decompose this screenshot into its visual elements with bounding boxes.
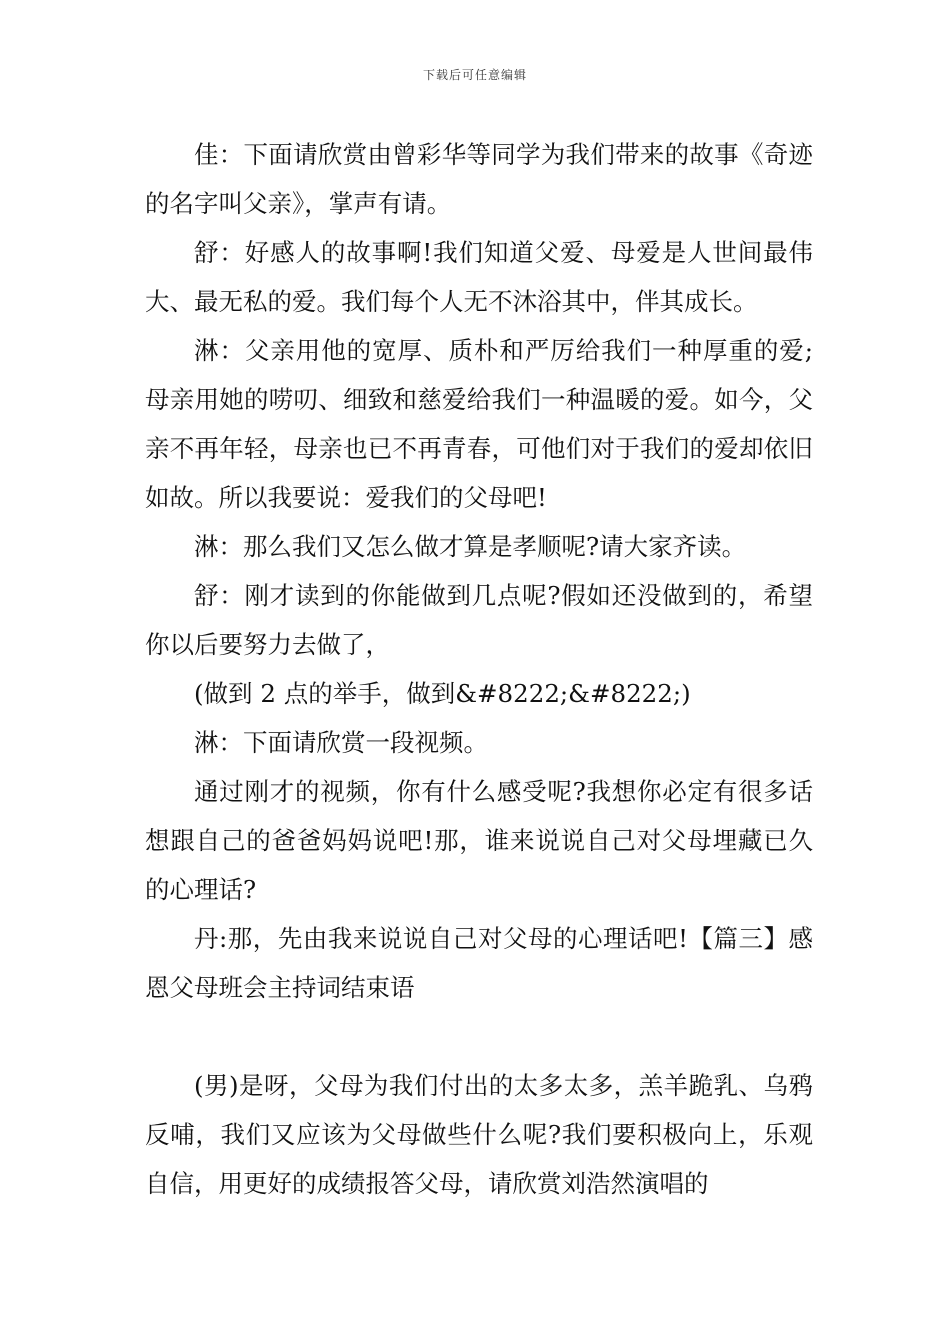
paragraph-8: 通过刚才的视频，你有什么感受呢?我想你必定有很多话想跟自己的爸爸妈妈说吧!那，谁来说说自己对父母埋藏已久的心理话? bbox=[145, 777, 813, 904]
page-header: 下载后可任意编辑 bbox=[422, 68, 527, 82]
paragraph-10: (男)是呀，父母为我们付出的太多太多，羔羊跪乳、乌鸦反哺，我们又应该为父母做些什么呢?我们要积极向上，乐观自信，用更好的成绩报答父母，请欣赏刘浩然演唱的 bbox=[145, 1071, 813, 1198]
paragraph-9: 丹:那，先由我来说说自己对父母的心理话吧!【篇三】感恩父母班会主持词结束语 bbox=[145, 924, 813, 1002]
paragraph-6: (做到 2 点的举手，做到&#8222;&#8222;) bbox=[194, 679, 691, 708]
document-body bbox=[145, 130, 813, 1208]
paragraph-4: 淋：那么我们又怎么做才算是孝顺呢?请大家齐读。 bbox=[194, 532, 747, 561]
paragraph-2: 舒：好感人的故事啊!我们知道父爱、母爱是人世间最伟大、最无私的爱。我们每个人无不沐浴其中，伴其成长。 bbox=[145, 238, 813, 316]
paragraph-3: 淋：父亲用他的宽厚、质朴和严厉给我们一种厚重的爱;母亲用她的唠叨、细致和慈爱给我们一种温暖的爱。如今，父亲不再年轻，母亲也已不再青春，可他们对于我们的爱却依旧如故。所以我要说：爱我们的父母吧! bbox=[145, 336, 813, 512]
paragraph-1: 佳：下面请欣赏由曾彩华等同学为我们带来的故事《奇迹的名字叫父亲》，掌声有请。 bbox=[145, 140, 813, 218]
paragraph-7: 淋：下面请欣赏一段视频。 bbox=[194, 728, 488, 757]
paragraph-5: 舒：刚才读到的你能做到几点呢?假如还没做到的，希望你以后要努力去做了， bbox=[145, 581, 813, 659]
